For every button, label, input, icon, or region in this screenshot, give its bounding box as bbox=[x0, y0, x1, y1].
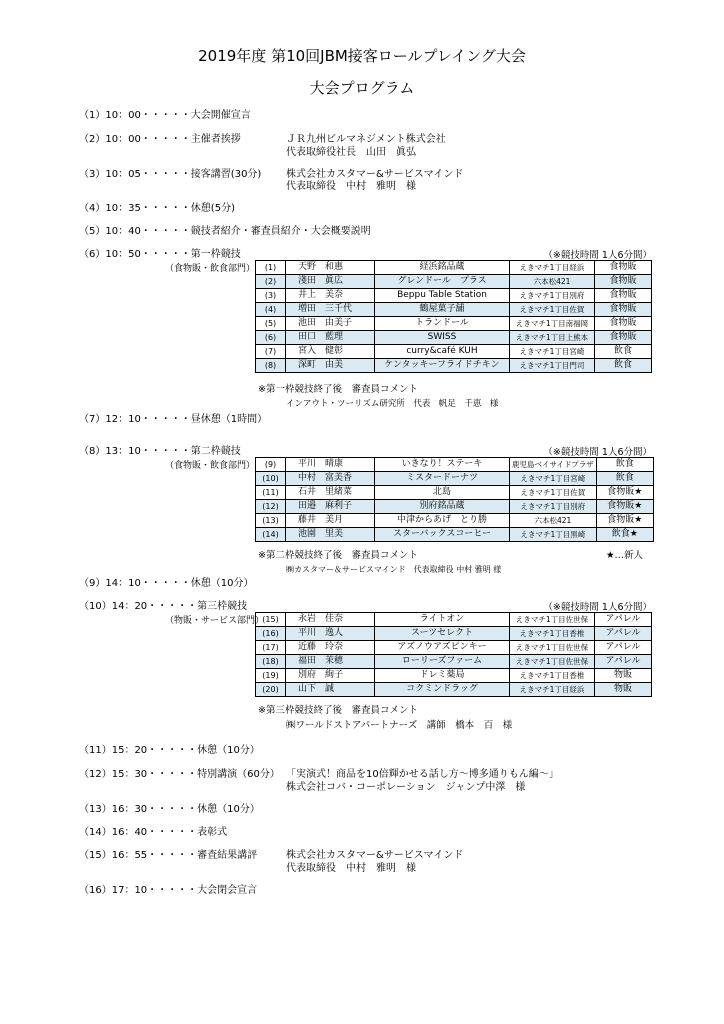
program-item-2: （2）10：00・・・・・主催者挨拶 bbox=[79, 134, 241, 145]
entry-number: (14) bbox=[256, 528, 286, 542]
competitor-category: 飲食 bbox=[595, 345, 652, 359]
competitor-name: 池田 由美子 bbox=[286, 317, 375, 331]
competitor-row bbox=[256, 528, 654, 542]
competitor-store: えきマチ1丁目香椎 bbox=[510, 669, 595, 683]
competitor-company: 別府銘品蔵 bbox=[375, 500, 510, 514]
competitor-company: ドレミ薬局 bbox=[375, 669, 510, 683]
competitor-category: 飲食 bbox=[596, 472, 653, 486]
entry-number: (3) bbox=[256, 289, 286, 303]
competitor-category: 物販 bbox=[595, 683, 652, 697]
competitor-name: 福田 茉穂 bbox=[286, 655, 375, 669]
competitor-row bbox=[256, 655, 652, 669]
competitor-category: 食物販 bbox=[595, 289, 652, 303]
competitor-row bbox=[256, 683, 652, 697]
competitor-name: 永岩 佳奈 bbox=[286, 613, 375, 627]
program-item-14: （14）16：40・・・・・表彰式 bbox=[79, 827, 228, 838]
entry-number: (20) bbox=[256, 683, 286, 697]
competitor-row bbox=[256, 472, 654, 486]
competitor-row bbox=[256, 514, 654, 528]
entry-number: (1) bbox=[256, 261, 286, 275]
competitor-company: アズノウアズピンキー bbox=[375, 641, 510, 655]
competitor-name: 池園 里美 bbox=[286, 528, 375, 542]
entry-number: (13) bbox=[256, 514, 286, 528]
competitor-store: えきマチ1丁目宮崎 bbox=[510, 472, 597, 486]
competitor-row bbox=[256, 669, 652, 683]
program-item-5: （5）10：40・・・・・競技者紹介・審査員紹介・大会概要説明 bbox=[79, 226, 371, 237]
block2-category: （食物販・飲食部門） bbox=[165, 461, 256, 471]
program-item-8: （8）13：10・・・・・第二枠競技 bbox=[79, 446, 241, 457]
competitor-company: いきなり！ステーキ bbox=[375, 458, 510, 472]
competitor-row bbox=[256, 613, 652, 627]
block3-comment-label: ※第三枠競技終了後 審査員コメント bbox=[258, 705, 418, 716]
competitor-name: 中村 富美香 bbox=[286, 472, 375, 486]
competitor-row bbox=[256, 500, 654, 514]
competitor-category: 食物販 bbox=[595, 331, 652, 345]
competitor-row bbox=[256, 458, 654, 472]
competitor-category: 飲食★ bbox=[596, 528, 653, 542]
competitor-store: えきマチ1丁目香椎 bbox=[510, 627, 595, 641]
competitor-category: 食物販 bbox=[595, 317, 652, 331]
entry-number: (2) bbox=[256, 275, 286, 289]
competitor-category: 物販 bbox=[595, 669, 652, 683]
program-item-11: （11）15：20・・・・・休憩（10分） bbox=[79, 745, 260, 756]
page-title: 2019年度 第10回JBM接客ロールプレイング大会 bbox=[198, 47, 526, 65]
competitor-category: 飲食 bbox=[595, 359, 652, 373]
lecture-organization: 株式会社カスタマー&サービスマインド bbox=[286, 169, 464, 180]
competitor-store: えきマチ1丁目経浜 bbox=[510, 683, 595, 697]
special-lecture-title: 「実演式！商品を10倍輝かせる話し方～博多通りもん編～」 bbox=[286, 769, 559, 780]
competitor-name: 淺田 眞広 bbox=[286, 275, 375, 289]
competitor-row bbox=[256, 303, 652, 317]
new-member-legend: ★…新人 bbox=[606, 550, 644, 561]
competitor-name: 平川 晴康 bbox=[286, 458, 375, 472]
competitor-company: SWISS bbox=[375, 331, 510, 345]
competitor-company: コクミンドラッグ bbox=[375, 683, 510, 697]
competitor-category: 食物販★ bbox=[596, 486, 653, 500]
competitor-name: 藤井 美月 bbox=[286, 514, 375, 528]
entry-number: (18) bbox=[256, 655, 286, 669]
competitor-company: グレンドール プラス bbox=[375, 275, 510, 289]
competitor-company: 経浜銘品蔵 bbox=[375, 261, 510, 275]
competitor-company: 中津からあげ とり勝 bbox=[375, 514, 510, 528]
host-person: 代表取締役社長 山田 眞弘 bbox=[286, 147, 416, 158]
competitor-row bbox=[256, 275, 652, 289]
program-item-13: （13）16：30・・・・・休憩（10分） bbox=[79, 804, 260, 815]
entry-number: (11) bbox=[256, 486, 286, 500]
competitor-name: 別府 絢子 bbox=[286, 669, 375, 683]
competitor-company: スーツセレクト bbox=[375, 627, 510, 641]
competitor-category: 食物販 bbox=[595, 275, 652, 289]
competitor-category: アパレル bbox=[595, 655, 652, 669]
entry-number: (19) bbox=[256, 669, 286, 683]
competitor-store: えきマチ1丁目佐賀 bbox=[510, 303, 595, 317]
entry-number: (17) bbox=[256, 641, 286, 655]
entry-number: (10) bbox=[256, 472, 286, 486]
block2-comment-label: ※第二枠競技終了後 審査員コメント bbox=[258, 550, 418, 561]
block3-time-note: （※競技時間 1人6分間） bbox=[543, 602, 652, 613]
competitor-row bbox=[256, 289, 652, 303]
entry-number: (15) bbox=[256, 613, 286, 627]
competitor-store: えきマチ1丁目黒崎 bbox=[510, 528, 597, 542]
competitor-store: えきマチ1丁目南福岡 bbox=[510, 317, 595, 331]
entry-number: (6) bbox=[256, 331, 286, 345]
host-organization: ＪＲ九州ビルマネジメント株式会社 bbox=[286, 134, 446, 145]
block2-table bbox=[255, 457, 654, 542]
competitor-row bbox=[256, 627, 652, 641]
competitor-store: 六本松421 bbox=[510, 514, 597, 528]
block3-category: （物販・サービス部門） bbox=[165, 616, 265, 626]
program-item-7: （7）12：10・・・・・昼休憩（1時間） bbox=[79, 414, 268, 425]
competitor-store: えきマチ1丁目別府 bbox=[510, 500, 597, 514]
entry-number: (12) bbox=[256, 500, 286, 514]
block1-table bbox=[255, 260, 652, 373]
competitor-row bbox=[256, 317, 652, 331]
program-item-12: （12）15：30・・・・・特別講演（60分） bbox=[79, 769, 280, 780]
entry-number: (7) bbox=[256, 345, 286, 359]
competitor-company: ローリーズファーム bbox=[375, 655, 510, 669]
competitor-company: ケンタッキーフライドチキン bbox=[375, 359, 510, 373]
program-item-16: （16）17：10・・・・・大会閉会宣言 bbox=[79, 885, 258, 896]
competitor-row bbox=[256, 359, 652, 373]
special-lecture-person: 株式会社コバ・コーポレーション ジャンプ中澤 様 bbox=[286, 782, 526, 793]
block1-time-note: （※競技時間 1人6分間） bbox=[543, 250, 652, 261]
competitor-category: アパレル bbox=[595, 641, 652, 655]
competitor-row bbox=[256, 261, 652, 275]
block2-comment-judge: ㈱カスタマー＆サービスマインド 代表取締役 中村 雅明 様 bbox=[286, 565, 502, 574]
competitor-store: えきマチ1丁目経浜 bbox=[510, 261, 595, 275]
competitor-category: 食物販★ bbox=[596, 514, 653, 528]
competitor-category: 食物販★ bbox=[596, 500, 653, 514]
block1-category: （食物販・飲食部門） bbox=[165, 264, 256, 274]
competitor-store: えきマチ1丁目佐世保 bbox=[510, 655, 595, 669]
competitor-store: えきマチ1丁目佐賀 bbox=[510, 486, 597, 500]
competitor-store: えきマチ1丁目上熊本 bbox=[510, 331, 595, 345]
competitor-name: 増田 三千代 bbox=[286, 303, 375, 317]
competitor-name: 石井 里緒菜 bbox=[286, 486, 375, 500]
competitor-store: 鹿児島ベイサイドプラザ bbox=[510, 458, 597, 472]
competitor-company: ライトオン bbox=[375, 613, 510, 627]
entry-number: (9) bbox=[256, 458, 286, 472]
program-item-3: （3）10：05・・・・・接客講習(30分) bbox=[79, 169, 262, 180]
competitor-category: 食物販 bbox=[595, 261, 652, 275]
competitor-company: Beppu Table Station bbox=[375, 289, 510, 303]
page-subtitle: 大会プログラム bbox=[309, 79, 415, 97]
entry-number: (5) bbox=[256, 317, 286, 331]
program-item-6: （6）10：50・・・・・第一枠競技 bbox=[79, 249, 241, 260]
competitor-name: 田邉 麻利子 bbox=[286, 500, 375, 514]
competitor-company: 北島 bbox=[375, 486, 510, 500]
competitor-company: トランドール bbox=[375, 317, 510, 331]
lecture-person: 代表取締役 中村 雅明 様 bbox=[286, 181, 416, 192]
competitor-store: えきマチ1丁目別府 bbox=[510, 289, 595, 303]
competitor-company: 鶴屋菓子舗 bbox=[375, 303, 510, 317]
competitor-company: ミスタードーナツ bbox=[375, 472, 510, 486]
competitor-category: 食物販 bbox=[595, 303, 652, 317]
competitor-name: 田口 藍理 bbox=[286, 331, 375, 345]
block2-time-note: （※競技時間 1人6分間） bbox=[543, 447, 652, 458]
competitor-row bbox=[256, 486, 654, 500]
block3-table bbox=[255, 612, 652, 697]
competitor-row bbox=[256, 345, 652, 359]
entry-number: (16) bbox=[256, 627, 286, 641]
competitor-name: 近藤 玲奈 bbox=[286, 641, 375, 655]
block3-comment-judge: ㈱ワールドストアパートナーズ 講師 橋本 百 様 bbox=[286, 720, 513, 731]
competitor-name: 宮入 健彰 bbox=[286, 345, 375, 359]
competitor-store: えきマチ1丁目宮崎 bbox=[510, 345, 595, 359]
competitor-store: えきマチ1丁目佐世保 bbox=[510, 613, 595, 627]
review-organization: 株式会社カスタマー&サービスマインド bbox=[286, 850, 464, 861]
competitor-category: アパレル bbox=[595, 627, 652, 641]
program-item-15: （15）16：55・・・・・審査結果講評 bbox=[79, 850, 258, 861]
competitor-name: 深町 由美 bbox=[286, 359, 375, 373]
program-item-9: （9）14：10・・・・・休憩（10分） bbox=[79, 578, 254, 589]
competitor-store: えきマチ1丁目佐世保 bbox=[510, 641, 595, 655]
competitor-name: 山下 誠 bbox=[286, 683, 375, 697]
competitor-store: 六本松421 bbox=[510, 275, 595, 289]
program-item-4: （4）10：35・・・・・休憩(5分) bbox=[79, 203, 235, 214]
competitor-row bbox=[256, 641, 652, 655]
review-person: 代表取締役 中村 雅明 様 bbox=[286, 863, 416, 874]
competitor-name: 井上 美奈 bbox=[286, 289, 375, 303]
entry-number: (4) bbox=[256, 303, 286, 317]
competitor-category: 飲食 bbox=[596, 458, 653, 472]
competitor-category: アパレル bbox=[595, 613, 652, 627]
competitor-name: 平川 逸人 bbox=[286, 627, 375, 641]
program-item-10: （10）14：20・・・・・第三枠競技 bbox=[79, 601, 248, 612]
block1-comment-label: ※第一枠競技終了後 審査員コメント bbox=[258, 384, 418, 395]
competitor-name: 天野 和惠 bbox=[286, 261, 375, 275]
entry-number: (8) bbox=[256, 359, 286, 373]
competitor-company: curry&café KUH bbox=[375, 345, 510, 359]
program-item-1: （1）10：00・・・・・大会開催宣言 bbox=[79, 110, 251, 121]
block1-comment-judge: インアウト・ツーリズム研究所 代表 帆足 千恵 様 bbox=[286, 399, 499, 409]
competitor-store: えきマチ1丁目門司 bbox=[510, 359, 595, 373]
competitor-row bbox=[256, 331, 652, 345]
competitor-company: スターバックスコーヒー bbox=[375, 528, 510, 542]
